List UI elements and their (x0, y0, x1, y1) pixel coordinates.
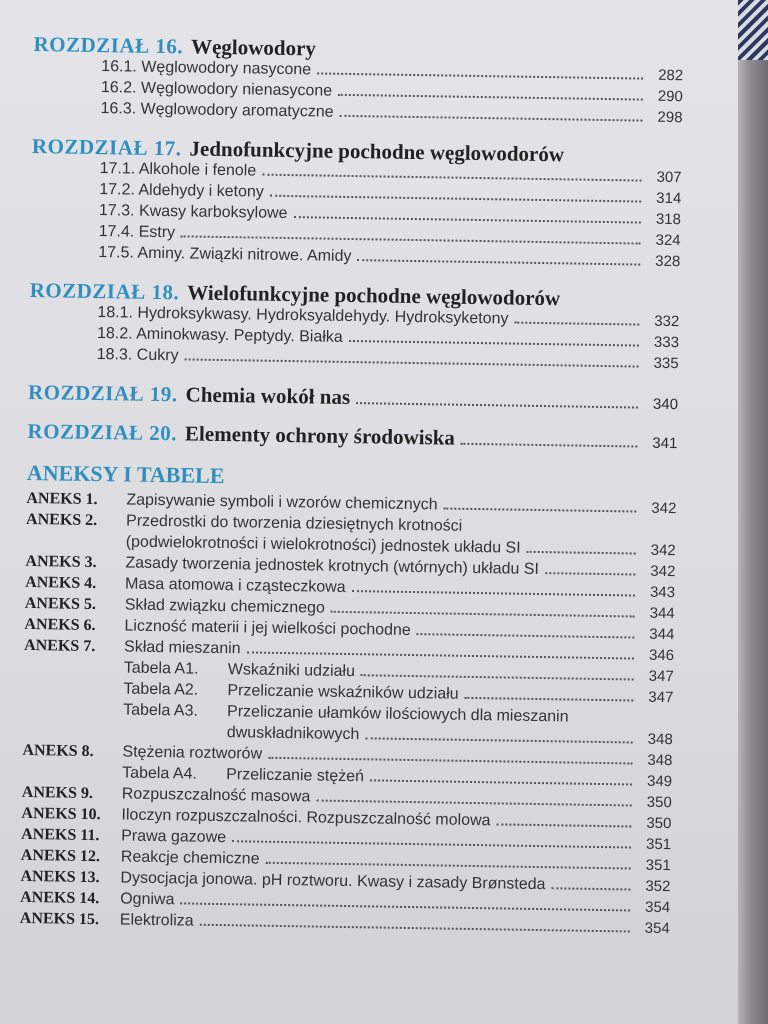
dot-leader (417, 633, 635, 638)
dot-leader (527, 551, 636, 555)
annex-page-number: 342 (650, 562, 676, 581)
section-page-number: 318 (655, 210, 682, 229)
annex-page-number: 354 (644, 919, 670, 938)
table-label: Tabela A4. (122, 764, 198, 783)
dot-leader (465, 697, 634, 702)
indent (23, 734, 123, 736)
dot-leader (316, 800, 631, 807)
section-page-number: 290 (657, 87, 683, 106)
annex-page-number: 351 (645, 856, 671, 875)
table-page-number: 347 (648, 688, 674, 707)
dot-leader (352, 590, 635, 596)
indent (22, 776, 122, 778)
dot-leader (293, 216, 640, 223)
section-page-number: 314 (656, 189, 682, 208)
dot-leader (361, 674, 634, 680)
annex-heading: ANEKSY I TABELE (26, 459, 225, 489)
section-page-number: 324 (655, 231, 681, 250)
dot-leader (232, 840, 631, 848)
chapter-title: Elementy ochrony środowiska (184, 421, 456, 450)
table-page-number: 349 (646, 772, 673, 791)
page-edge-shadow (738, 0, 768, 1024)
annex-label: ANEKS 4. (24, 573, 97, 593)
annex-title: Przedrostki do tworzenia dziesiętnych krotności (125, 512, 463, 535)
annex-label: ANEKS 2. (25, 510, 98, 530)
dot-leader (268, 757, 632, 765)
section-page-number: 333 (653, 333, 680, 352)
section-label: 17.5. Aminy. Związki nitrowe. Amidy (98, 244, 352, 266)
dot-leader (444, 507, 637, 512)
chapter-title: Jednofunkcyjne pochodne węglowodorów (189, 136, 565, 167)
annex-page-number: 346 (648, 646, 675, 665)
chapter-page-number: 340 (652, 395, 679, 414)
section-page-number: 332 (654, 312, 680, 331)
table-title: Przeliczanie wskaźników udziału (227, 682, 459, 703)
dot-leader (365, 737, 632, 743)
table-page-number: 347 (648, 667, 674, 686)
dot-leader (357, 259, 640, 265)
dot-leader (514, 322, 639, 326)
annex-page-number: 344 (649, 604, 675, 623)
section-label: 17.2. Aldehydy i ketony (99, 181, 264, 201)
dot-leader (270, 195, 641, 203)
table-label: Tabela A3. (123, 701, 199, 720)
annex-title: Reakcje chemiczne (120, 848, 260, 868)
section-label: 18.2. Aminokwasy. Peptydy. Białka (96, 325, 343, 346)
annex-title: Iloczyn rozpuszczalności. Rozpuszczalność molowa (121, 806, 491, 830)
annex-title: Liczność materii i jej wielkości pochodne (124, 617, 411, 639)
chapter-heading (27, 419, 677, 454)
section-page-number: 282 (658, 66, 684, 85)
annex-label: ANEKS 14. (20, 888, 100, 908)
annex-label: ANEKS 7. (24, 636, 96, 656)
indent (26, 545, 126, 547)
table-page-number: 348 (647, 730, 673, 749)
annex-page-number: 350 (646, 814, 672, 833)
annex-page-number: 343 (649, 583, 676, 602)
annex-page-number: 342 (650, 541, 676, 560)
chapter-number: ROZDZIAŁ 18. (29, 277, 180, 305)
dot-leader (200, 924, 630, 933)
chapter-title: Chemia wokół nas (185, 382, 351, 410)
annex-title: Skład związku chemicznego (124, 596, 325, 617)
dot-leader (339, 115, 642, 122)
table-title: Wskaźniki udziału (227, 661, 356, 681)
annex-title: Prawa gazowe (121, 827, 227, 847)
annex-page-number: 348 (647, 751, 673, 770)
dot-leader (184, 358, 638, 367)
annex-label: ANEKS 1. (26, 489, 98, 509)
indent (24, 671, 124, 673)
table-label: Tabela A1. (123, 659, 199, 678)
chapter-title: Węglowodory (190, 34, 317, 61)
annex-title: Elektroliza (119, 911, 194, 930)
annex-label: ANEKS 10. (21, 804, 101, 824)
section-label: 16.3. Węglowodory aromatyczne (100, 100, 334, 121)
annex-title: Zapisywanie symboli i wzorów chemicznych (126, 491, 438, 514)
annex-page-number: 344 (649, 625, 675, 644)
dot-leader (262, 174, 641, 182)
annex-title: Rozpuszczalność masowa (121, 785, 311, 806)
annex-title: Ogniwa (120, 890, 175, 909)
section-label: 16.2. Węglowodory nienasycone (100, 79, 333, 100)
annex-page-number: 352 (645, 877, 671, 896)
annex-list (20, 490, 677, 941)
annex-page-number: 342 (651, 499, 677, 518)
spacer (568, 721, 673, 723)
dot-leader (370, 779, 632, 785)
annex-label: ANEKS 3. (25, 552, 97, 572)
dot-leader (181, 235, 640, 244)
chapter-number: ROZDZIAŁ 17. (31, 133, 182, 161)
dot-leader (356, 402, 638, 408)
annex-label: ANEKS 13. (20, 867, 100, 887)
table-title: Przeliczanie ułamków ilościowych dla mieszanin (226, 703, 569, 726)
annex-label: ANEKS 9. (21, 783, 94, 803)
section-label: 16.1. Węglowodory nasycone (101, 58, 312, 79)
dot-leader (461, 443, 638, 448)
dot-leader (331, 611, 635, 618)
dot-leader (338, 94, 643, 101)
dot-leader (349, 340, 639, 347)
annex-label: ANEKS 6. (24, 615, 96, 635)
annex-title: Skład mieszanin (123, 638, 241, 658)
annex-title: Stężenia roztworów (122, 743, 263, 763)
indent (23, 692, 123, 694)
dot-leader (317, 72, 643, 79)
table-title-continuation: dwuskładnikowych (226, 724, 360, 744)
annex-label: ANEKS 11. (21, 825, 100, 845)
annex-title: Zasady tworzenia jednostek krotnych (wtórnych) układu SI (125, 554, 540, 578)
chapter-page-number: 341 (652, 434, 678, 453)
section-label: 18.1. Hydroksykwasy. Hydroksyaldehydy. Hydroksyketony (97, 304, 509, 328)
annex-title: Dysocjacja jonowa. pH roztworu. Kwasy i zasady Brønsteda (120, 869, 546, 894)
section-page-number: 307 (656, 168, 682, 187)
annex-label: ANEKS 8. (22, 741, 94, 761)
chapter-number: ROZDZIAŁ 20. (27, 418, 178, 446)
section-label: 18.3. Cukry (96, 346, 179, 365)
section-page-number: 298 (657, 108, 683, 127)
dot-leader (496, 823, 631, 827)
dot-leader (247, 651, 634, 659)
dot-leader (180, 902, 630, 911)
annex-title: Masa atomowa i cząsteczkowa (124, 575, 346, 596)
section-label: 17.1. Alkohole i fenole (99, 160, 257, 180)
dot-leader (265, 862, 630, 870)
section-label: 17.3. Kwasy karboksylowe (98, 202, 288, 223)
indent (23, 713, 123, 715)
chapter-number: ROZDZIAŁ 19. (27, 379, 178, 407)
annex-page-number: 351 (645, 835, 672, 854)
dot-leader (551, 887, 630, 890)
table-of-contents (20, 18, 684, 941)
section-page-number: 335 (653, 354, 679, 373)
dot-leader (545, 572, 635, 575)
table-title: Przeliczanie stężeń (226, 766, 365, 786)
annex-label: ANEKS 12. (20, 846, 101, 866)
annex-label: ANEKS 15. (19, 909, 100, 929)
chapter-title: Wielofunkcyjne pochodne węglowodorów (187, 280, 561, 311)
chapter-number: ROZDZIAŁ 16. (33, 31, 184, 59)
section-label: 17.4. Estry (98, 223, 176, 242)
table-label: Tabela A2. (123, 680, 199, 699)
annex-page-number: 350 (646, 793, 672, 812)
chapters-list (27, 32, 683, 454)
annex-title-continuation: (podwielokrotności i wielokrotności) jednostek układu SI (125, 533, 521, 557)
annex-page-number: 354 (644, 898, 671, 917)
indent (123, 735, 227, 737)
chapter-heading (28, 380, 678, 415)
section-page-number: 328 (655, 252, 681, 271)
spacer (462, 531, 676, 534)
annex-label: ANEKS 5. (24, 594, 97, 614)
